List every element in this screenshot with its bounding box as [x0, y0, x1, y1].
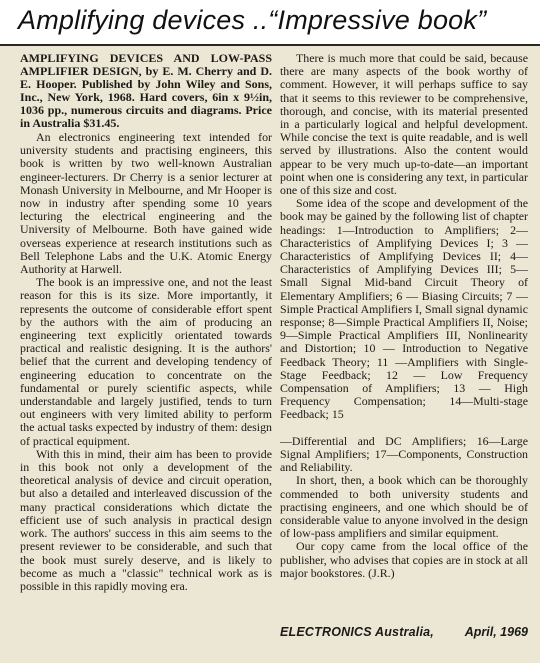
publication-name: ELECTRONICS Australia, [280, 625, 434, 639]
paragraph: The book is an impressive one, and not the least reason for this is its size. More importantly, it represents the outcome of considerable effort spent by the authors with the aim of producing an engineering text explicitly orientated towards practical and realistic designing. It is the authors' belief that the current and developing tendency of engineering education to concentrate on the fundamental or purely scientific aspects, while understandable and largely justified, tends to turn out engineers with very limited ability to perform the actual tasks expected by industry of them: design of practical equipment. [20, 275, 272, 448]
article-title: Amplifying devices ..“Impressive book” [18, 5, 487, 35]
paragraph: Our copy came from the local office of the publisher, who advises that copies are in stock at all major bookstores. (J.R.) [280, 539, 528, 580]
paragraph: There is much more that could be said, because there are many aspects of the book worthy of comment. However, it will perhaps suffice to say that it seems to this reviewer to be comprehensive, thorough, and concise, with its material presented in a particularly logical and helpful development. While concise the text is quite readable, and is well served by illustrations. Also the content would appear to be very much up-to-date—an important point when one is considering any text, in particular one of this size and cost. [280, 51, 528, 198]
paragraph: —Differential and DC Amplifiers; 16—Large Signal Amplifiers; 17—Components, Construction and Reliability. [280, 433, 528, 475]
right-column [280, 52, 528, 580]
paragraph: Some idea of the scope and development of the book may be gained by the following list of chapter headings: 1—Introduction to Amplifiers; 2—Characteristics of Amplifying Devices I; 3 — Characteristics of Amplifying Devices II; 4—Characteristics of Amplifying Devices III; 5—Small Signal Mid-band Circuit Theory of Elementary Amplifiers; 6 — Biasing Circuits; 7 — Simple Practical Amplifiers I, Small signal dynamic response; 8—Simple Practical Amplifiers II, Noise; 9—Simple Practical Amplifiers III, Nonlinearity and Distortion; 10 — Introduction to Negative Feedback Theory; 11 —Amplifiers with Single-Stage Feedback; 12 — Low Frequency Compensation of Amplifiers; 13 — High Frequency Compensation; 14—Multi-stage Feedback; 15 [280, 196, 529, 422]
title-bar [0, 0, 540, 46]
footer [280, 625, 528, 639]
paragraph: In short, then, a book which can be thoroughly commended to both university students and practising engineers, and one which should be of considerable value to anyone involved in the design of low-pass amplifiers and similar equipment. [280, 473, 528, 541]
left-column [20, 52, 272, 593]
column-gap [280, 422, 528, 435]
paragraph: An electronics engineering text intended for university students and practising engineers, this book is written by two well-known Australian engineer-lecturers. Dr Cherry is a senior lecturer at Monash University in Melbourne, and Mr Hooper is now in industry after spending some 10 years lecturing the electrical engineering and the University of Melbourne. Both have gained wide overseas experience at research institutions such as Bell Telephone Labs and the U.K. Atomic Energy Authority at Harwell. [20, 130, 272, 277]
book-details: AMPLIFYING DEVICES AND LOW-PASS AMPLIFIER DESIGN, by E. M. Cherry and D. E. Hooper. Published by John Wiley and Sons, Inc., New York, 1968. Hard covers, 6in x 9½in, 1036 pp., numerous circuits and diagrams. Price in Australia $31.45. [20, 51, 272, 130]
paragraph: With this in mind, their aim has been to provide in this book not only a development of the theoretical analysis of device and circuit operation, but also a detailed and interleaved discussion of the many practical considerations which dictate the efficient use of such analysis in practical design work. The authors' success in this aim seems to the present reviewer to be considerable, and such that the book must surely deserve, and is likely to become as much a "classic" technical work as is possible in this rapidly moving era. [20, 446, 272, 593]
publication-date: April, 1969 [464, 625, 528, 639]
